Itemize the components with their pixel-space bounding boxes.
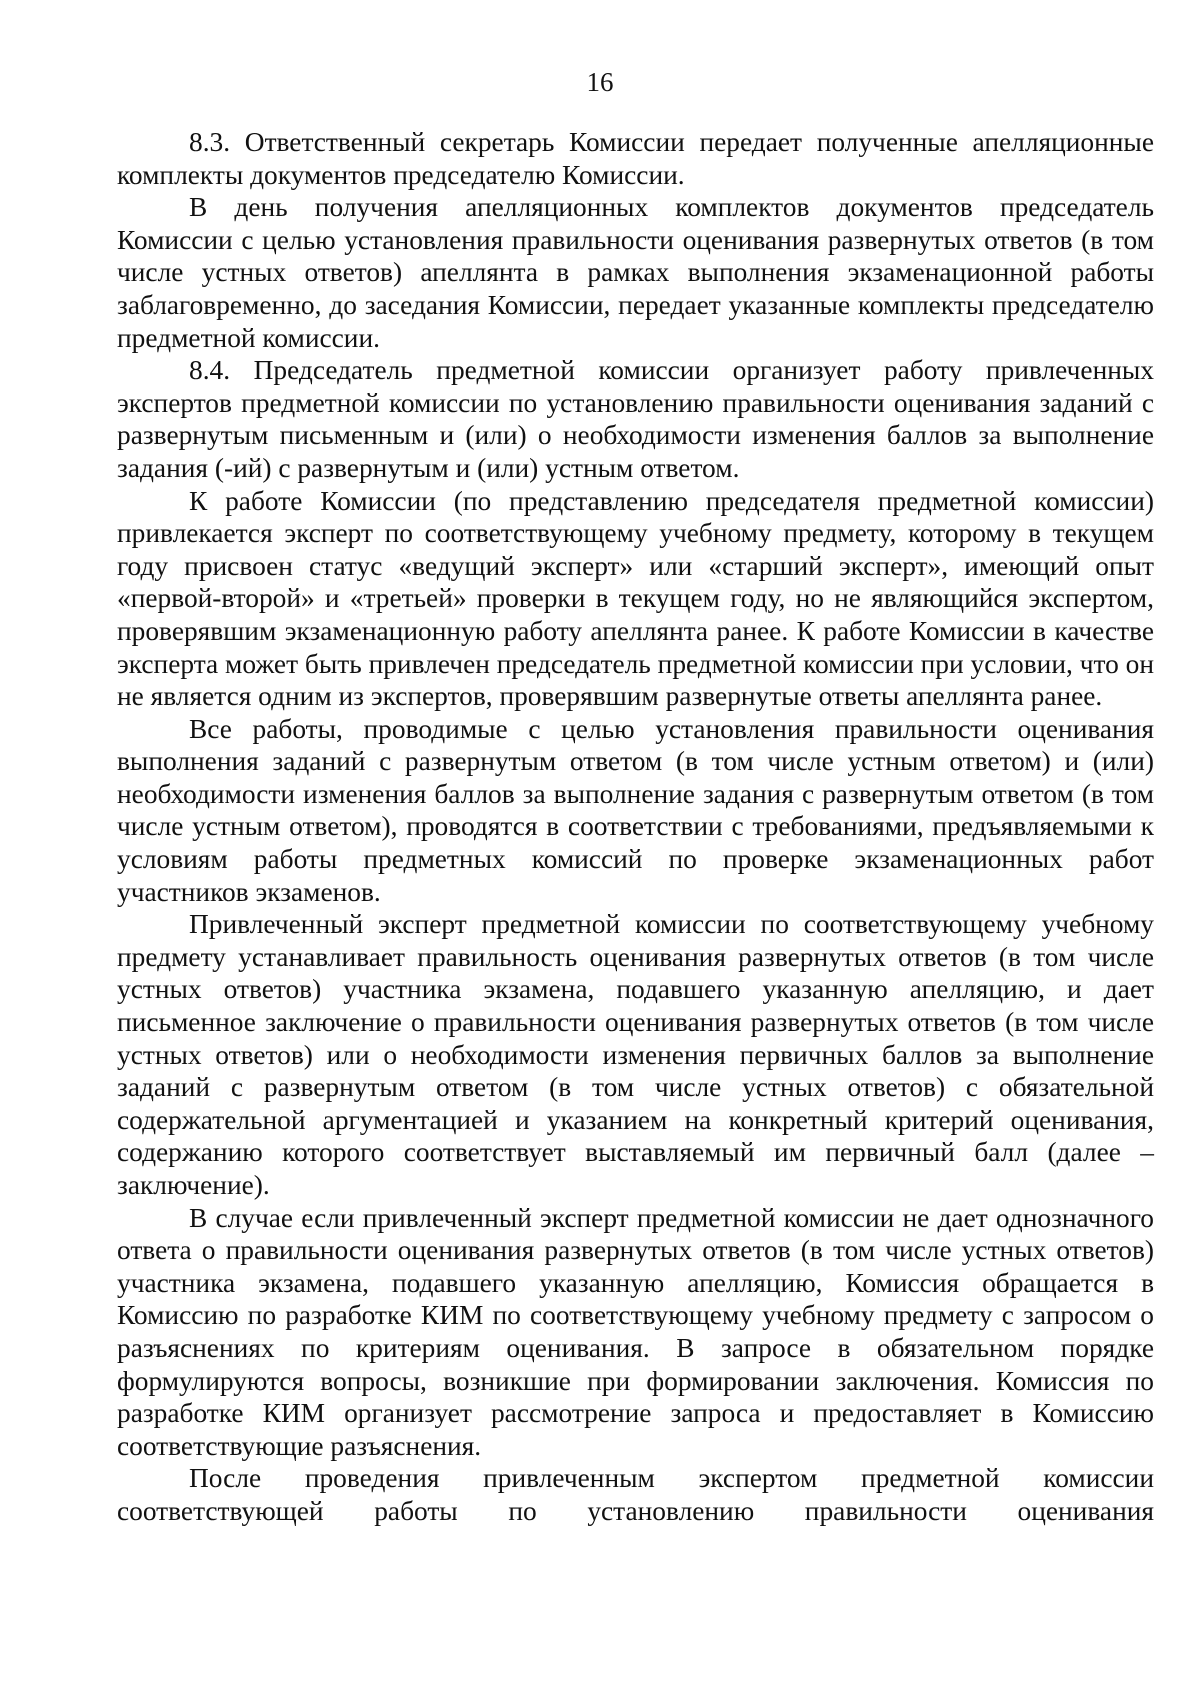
- page-number: 16: [586, 67, 614, 97]
- paragraph-continued: После проведения привлеченным экспертом предметной комиссии соответствующей работы по установлению правильности оценивания: [117, 1463, 1154, 1526]
- paragraph-8-4: 8.4. Председатель предметной комиссии организует работу привлеченных экспертов предметной комиссии по установлению правильности оценивания заданий с развернутым письменным и (или) о необходимости изменения баллов за выполнение задания (-ий) с развернутым и (или) устным ответом.: [117, 355, 1154, 483]
- paragraph-expert-conclusion: Привлеченный эксперт предметной комиссии по соответствующему учебному предмету устанавливает правильность оценивания развернутых ответов (в том числе устных ответов) участника экзамена, подавшего указанную апелляцию, и дает письменное заключение о правильности оценивания развернутых ответов (в том числе устных ответов) или о необходимости изменения первичных баллов за выполнение заданий с развернутым ответом (в том числе устных ответов) с обязательной содержательной аргументацией и указанием на конкретный критерий оценивания, содержанию которого соответствует выставляемый им первичный балл (далее – заключение).: [117, 909, 1154, 1200]
- paragraph-work-requirements: Все работы, проводимые с целью установления правильности оценивания выполнения заданий с развернутым ответом (в том числе устным ответом) и (или) необходимости изменения баллов за выполнение задания с развернутым ответом (в том числе устным ответом), проводятся в соответствии с требованиями, предъявляемыми к условиям работы предметных комиссий по проверке экзаменационных работ участников экзаменов.: [117, 713, 1154, 907]
- paragraph-appeal-transfer: В день получения апелляционных комплектов документов председатель Комиссии с целью установления правильности оценивания развернутых ответов (в том числе устных ответов) апеллянта в рамках выполнения экзаменационной работы заблаговременно, до заседания Комиссии, передает указанные комплекты председателю предметной комиссии.: [117, 192, 1154, 353]
- paragraph-8-3: 8.3. Ответственный секретарь Комиссии передает полученные апелляционные комплекты документов председателю Комиссии.: [117, 127, 1154, 190]
- document-body: [117, 126, 1154, 1528]
- paragraph-expert-involvement: К работе Комиссии (по представлению председателя предметной комиссии) привлекается эксперт по соответствующему учебному предмету, которому в текущем году присвоен статус «ведущий эксперт» или «старший эксперт», имеющий опыт «первой-второй» и «третьей» проверки в текущем году, но не являющийся экспертом, проверявшим экзаменационную работу апеллянта ранее. К работе Комиссии в качестве эксперта может быть привлечен председатель предметной комиссии при условии, что он не является одним из экспертов, проверявшим развернутые ответы апеллянта ранее.: [117, 485, 1154, 712]
- paragraph-kim-request: В случае если привлеченный эксперт предметной комиссии не дает однозначного ответа о правильности оценивания развернутых ответов (в том числе устных ответов) участника экзамена, подавшего указанную апелляцию, Комиссия обращается в Комиссию по разработке КИМ по соответствующему учебному предмету с запросом о разъяснениях по критериям оценивания. В запросе в обязательном порядке формулируются вопросы, возникшие при формировании заключения. Комиссия по разработке КИМ организует рассмотрение запроса и предоставляет в Комиссию соответствующие разъяснения.: [117, 1202, 1154, 1461]
